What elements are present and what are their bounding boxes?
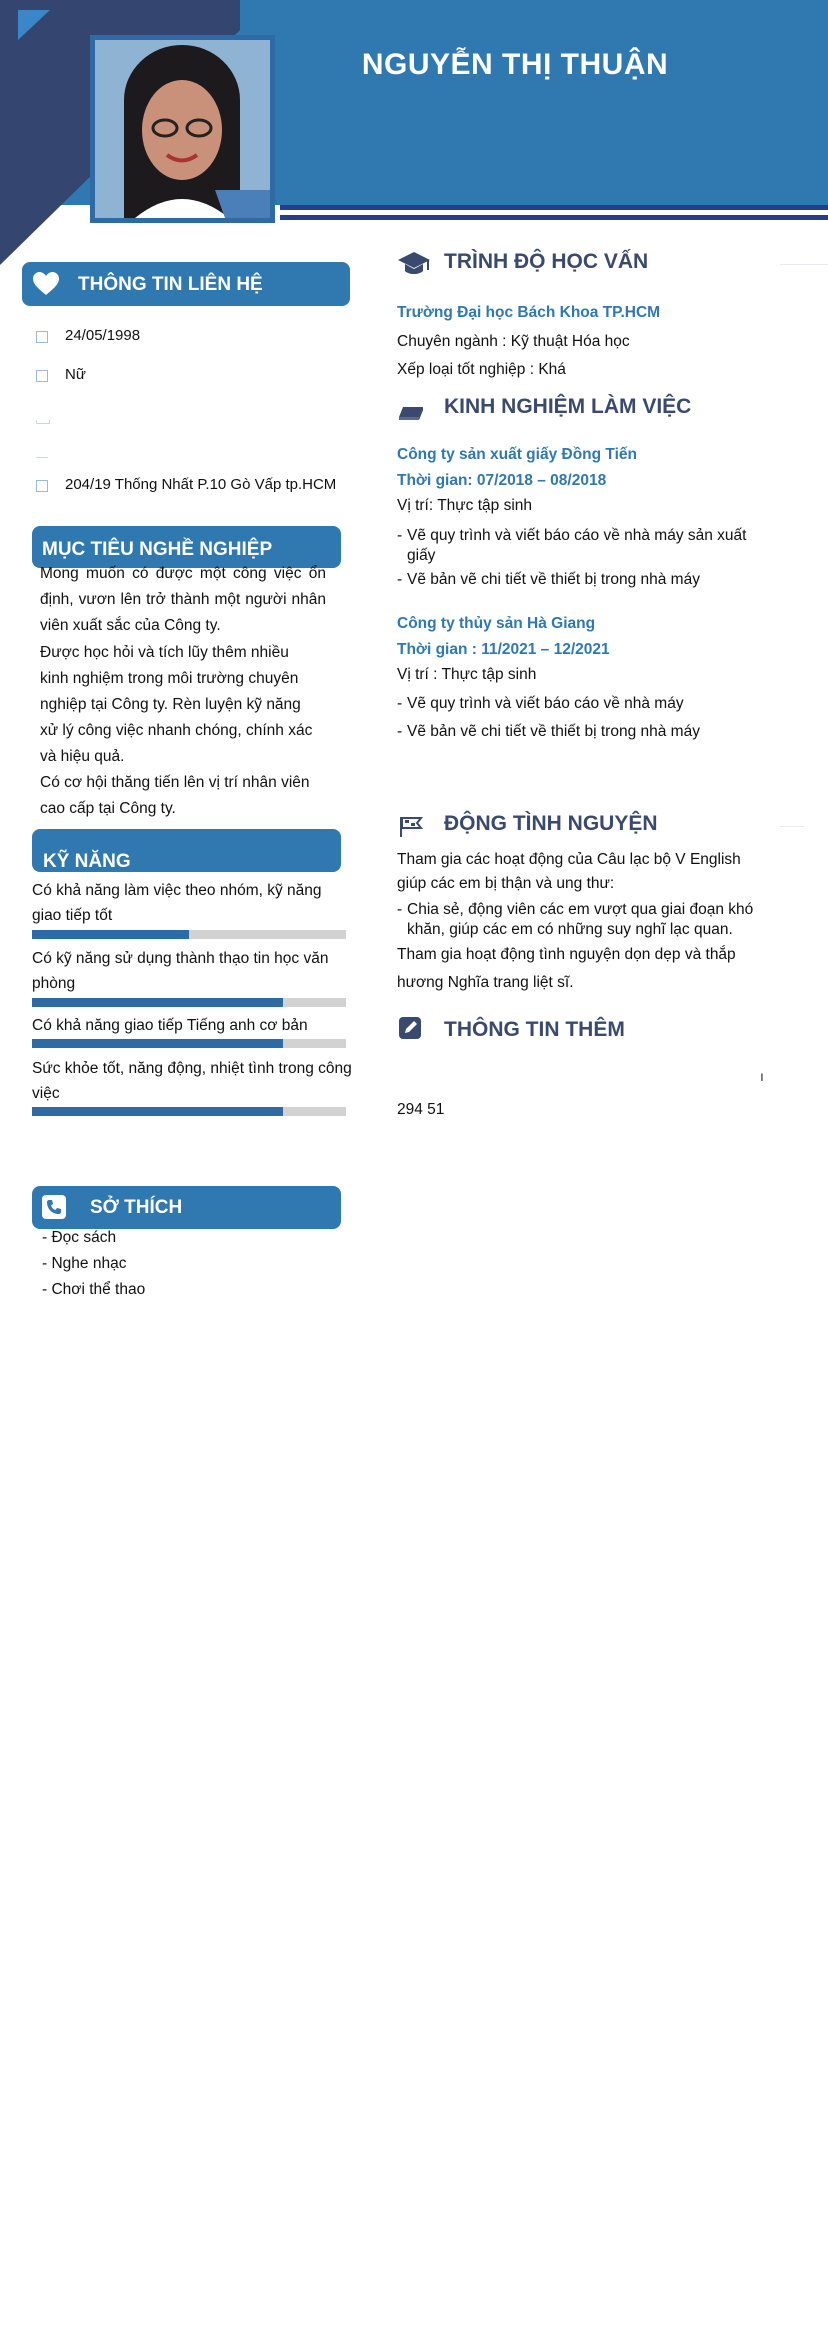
heart-icon [32,271,60,297]
objective-line: cao cấp tại Công ty. [40,800,176,817]
experience-title: KINH NGHIỆM LÀM VIỆC [444,395,692,418]
profile-photo [90,35,275,223]
job-task: - Vẽ quy trình và viết báo cáo về nhà máy sản xuất giấy [397,527,747,564]
objective-line: nghiệp tại Công ty. Rèn luyện kỹ năng [40,696,301,713]
book-icon [397,399,431,427]
company-name: Công ty thủy sản Hà Giang [397,615,596,632]
skills-title: KỸ NĂNG [43,851,131,872]
phone-placeholder-icon [36,420,50,424]
objective-line: Được học hỏi và tích lũy thêm nhiều [40,644,289,661]
more-info-title: THÔNG TIN THÊM [444,1018,625,1041]
skill-bar-fill [32,1107,283,1116]
objective-para-2 [40,640,340,822]
address-value: 204/19 Thống Nhất P.10 Gò Vấp tp.HCM [65,476,337,493]
skills-section-header [32,829,341,872]
volunteer-text: hương Nghĩa trang liệt sĩ. [397,974,574,991]
skill-label: Có khả năng giao tiếp Tiếng anh cơ bản [32,1017,308,1034]
education-title: TRÌNH ĐỘ HỌC VẤN [444,250,649,273]
skill-bar-fill [32,998,283,1007]
location-icon [36,480,48,492]
objective-title: MỤC TIÊU NGHỀ NGHIỆP [42,539,273,560]
company-name: Công ty sản xuất giấy Đồng Tiến [397,446,637,463]
divider [780,826,804,827]
hobbies-title: SỞ THÍCH [90,1197,183,1218]
hobby-item: - Chơi thể thao [42,1281,146,1298]
job-period: Thời gian: 07/2018 – 08/2018 [397,472,607,489]
skill-bar-fill [32,930,189,939]
objective-line: và hiệu quả. [40,748,125,765]
dob-value: 24/05/1998 [65,327,141,344]
objective-line: xử lý công việc nhanh chóng, chính xác [40,722,313,739]
skill-label: Sức khỏe tốt, năng động, nhiệt tình trong công việc [32,1060,352,1102]
job-task: - Vẽ quy trình và viết báo cáo về nhà máy [397,695,684,712]
job-task: - Vẽ bản vẽ chi tiết về thiết bị trong nhà máy [397,723,700,740]
calendar-icon [36,331,48,343]
flag-icon [397,813,431,841]
objective-line: viên xuất sắc của Công ty. [40,617,221,634]
volunteer-title: ĐỘNG TÌNH NGUYỆN [444,812,658,835]
objective-line: Có cơ hội thăng tiến lên vị trí nhân viên [40,774,310,791]
contact-section-header [22,262,350,306]
volunteer-text: Tham gia các hoạt động của Câu lạc bộ V English [397,851,741,868]
job-position: Vị trí : Thực tập sinh [397,666,537,683]
hobby-item: - Nghe nhạc [42,1255,127,1272]
volunteer-text: Tham gia hoạt động tình nguyện dọn dẹp và thắp [397,946,736,963]
gender-icon [36,370,48,382]
objective-line: định, vươn lên trở thành một người nhân [40,591,326,608]
header-stripe [280,215,828,220]
skill-bar-fill [32,1039,283,1048]
skill-bar [32,1039,346,1048]
header-stripe [280,205,828,210]
contact-title: THÔNG TIN LIÊN HỆ [78,274,263,295]
school-name: Trường Đại học Bách Khoa TP.HCM [397,304,661,321]
avatar-icon [95,40,270,218]
graduation-cap-icon [397,250,431,278]
job-task: - Vẽ bản vẽ chi tiết về thiết bị trong nhà máy [397,571,700,588]
objective-line: Mong muốn có được một công việc ổn [40,565,326,582]
gender-value: Nữ [65,366,86,383]
skill-label: Có kỹ năng sử dụng thành thạo tin học văn phòng [32,950,329,992]
skill-bar [32,1107,346,1116]
objective-line: kinh nghiệm trong môi trường chuyên [40,670,299,687]
hobby-item: - Đọc sách [42,1229,117,1246]
job-position: Vị trí: Thực tập sinh [397,497,533,514]
phone-icon [42,1195,66,1219]
volunteer-text: giúp các em bị thận và ung thư: [397,875,615,892]
education-major: Chuyên ngành : Kỹ thuật Hóa học [397,333,630,350]
skill-bar [32,998,346,1007]
more-info-number: 294 51 [397,1101,445,1118]
skill-label: Có khả năng làm việc theo nhóm, kỹ năng giao tiếp tốt [32,882,322,924]
skill-bar [32,930,346,939]
candidate-name: NGUYỄN THỊ THUẬN [361,48,669,81]
education-grade: Xếp loại tốt nghiệp : Khá [397,361,566,378]
hobbies-section-header [32,1186,341,1229]
objective-para-1 [40,561,326,639]
volunteer-bullet: - Chia sẻ, động viên các em vượt qua giai đoạn khó khăn, giúp các em có những suy nghĩ lạc quan. [397,901,754,938]
email-placeholder-icon [36,457,48,458]
job-period: Thời gian : 11/2021 – 12/2021 [397,641,610,658]
edit-icon [397,1015,431,1043]
divider [780,264,828,265]
stray-char: ı [760,1068,764,1084]
